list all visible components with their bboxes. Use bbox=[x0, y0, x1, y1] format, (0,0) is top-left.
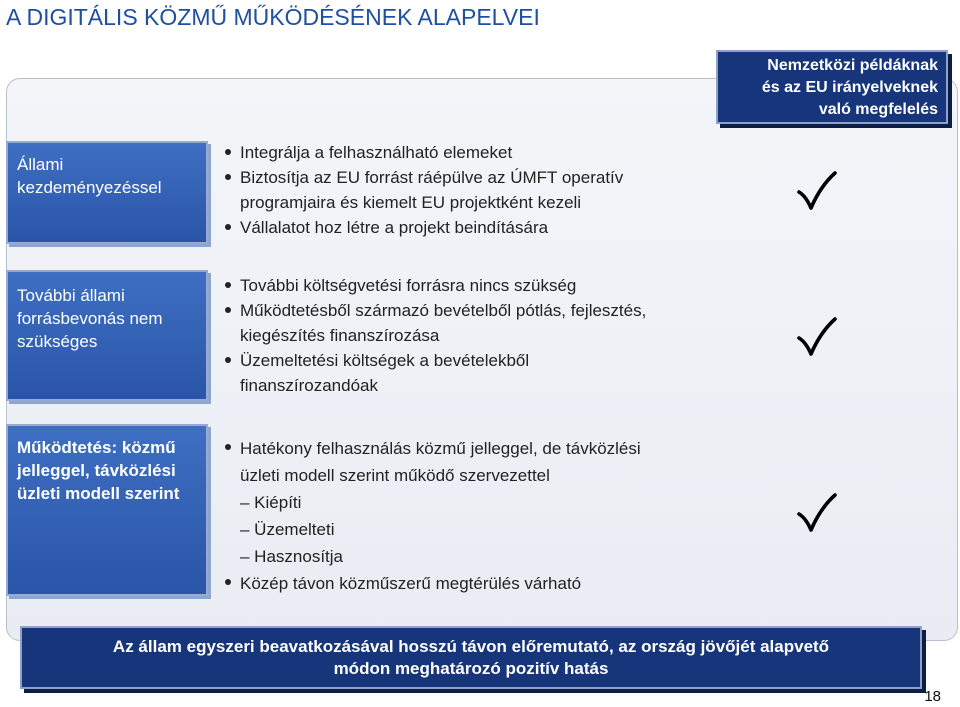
row-bullets-operation-model bbox=[224, 435, 641, 597]
bullet-continuation: finanszírozandóak bbox=[240, 376, 378, 395]
row-label-line: Állami bbox=[17, 155, 64, 174]
row-label-line: üzleti modell szerint bbox=[17, 484, 180, 503]
row-bullets-state-initiative bbox=[224, 140, 623, 240]
badge-line: Nemzetközi példáknak bbox=[767, 57, 938, 74]
row-bullets-no-extra-funding bbox=[224, 273, 646, 398]
bullet-item: Hatékony felhasználás közmű jelleggel, de távközlési bbox=[224, 435, 641, 462]
conclusion-line: Az állam egyszeri beavatkozásával hosszú távon előremutató, az ország jövőjét alapvető bbox=[112, 637, 830, 656]
row-label-state-initiative bbox=[6, 141, 208, 244]
row-label-line: jelleggel, távközlési bbox=[17, 461, 176, 480]
row-label-line: kezdeményezéssel bbox=[17, 178, 162, 197]
row-label-line: Működtetés: közmű bbox=[17, 438, 176, 457]
bullet-continuation: üzleti modell szerint működő szervezettel bbox=[240, 466, 550, 485]
badge-line: való megfelelés bbox=[818, 101, 938, 118]
bullet-item: További költségvetési forrásra nincs szükség bbox=[224, 273, 646, 298]
conclusion-banner bbox=[20, 626, 922, 689]
page-number: 18 bbox=[924, 688, 941, 705]
checkmark-icon bbox=[796, 170, 838, 214]
badge-line: és az EU irányelveknek bbox=[761, 79, 938, 96]
bullet-item: Vállalatot hoz létre a projekt beindítására bbox=[224, 215, 623, 240]
sub-item: – Üzemelteti bbox=[240, 520, 335, 539]
bullet-continuation: programjaira és kiemelt EU projektként kezeli bbox=[240, 193, 582, 212]
row-label-no-extra-funding bbox=[6, 270, 208, 401]
bullet-item: Üzemeltetési költségek a bevételekből bbox=[224, 348, 646, 373]
sub-item: – Kiépíti bbox=[240, 493, 302, 512]
bullet-continuation: kiegészítés finanszírozása bbox=[240, 326, 440, 345]
conclusion-line: módon meghatározó pozitív hatás bbox=[333, 659, 609, 678]
bullet-item: Működtetésből származó bevételből pótlás, fejlesztés, bbox=[224, 298, 646, 323]
bullet-item: Biztosítja az EU forrást ráépülve az ÚMFT operatív bbox=[224, 165, 623, 190]
row-label-line: forrásbevonás nem bbox=[17, 309, 163, 328]
row-label-line: További állami bbox=[17, 286, 125, 305]
bullet-item: Integrálja a felhasználható elemeket bbox=[224, 140, 623, 165]
page-title: A DIGITÁLIS KÖZMŰ MŰKÖDÉSÉNEK ALAPELVEI bbox=[6, 4, 540, 30]
checkmark-icon bbox=[796, 492, 838, 536]
row-label-operation-model bbox=[6, 424, 208, 596]
bullet-item: Közép távon közműszerű megtérülés várható bbox=[224, 570, 641, 597]
checkmark-icon bbox=[796, 316, 838, 360]
sub-item: – Hasznosítja bbox=[240, 547, 343, 566]
row-label-line: szükséges bbox=[17, 332, 98, 351]
compliance-badge bbox=[716, 50, 948, 124]
